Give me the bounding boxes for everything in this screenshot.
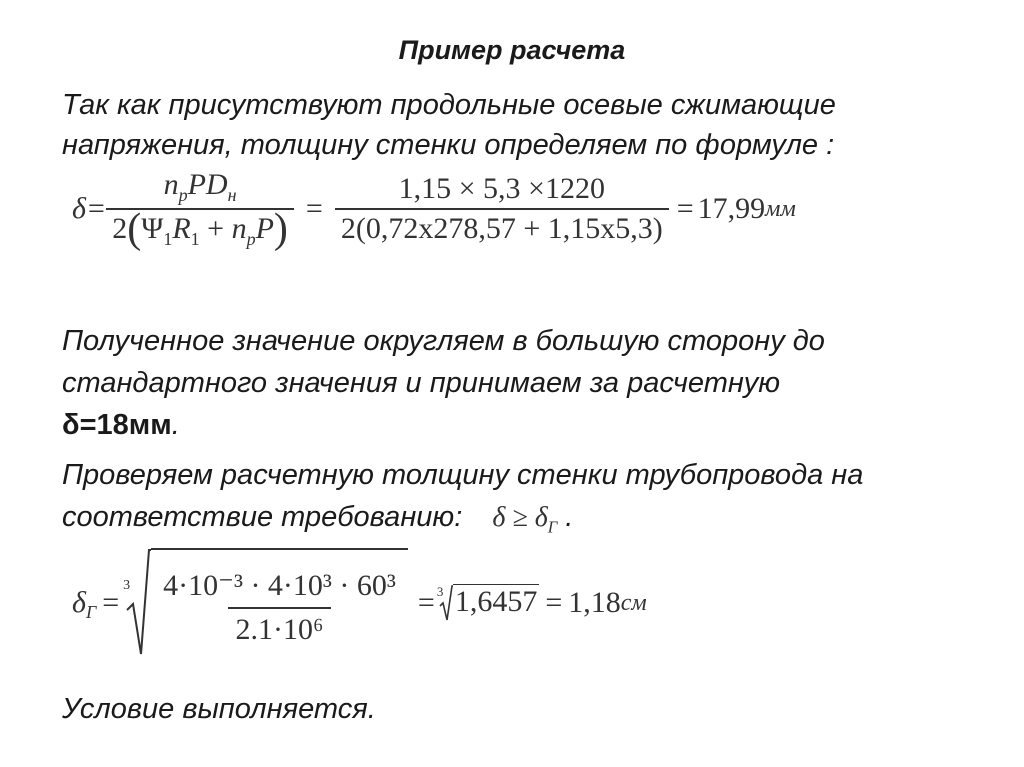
formula1-equals1: = [305, 192, 323, 225]
para2-line1: Полученное значение округляем в большую сторону до [62, 325, 825, 357]
para1-line2: напряжения, толщину стенки определяем по формуле : [62, 129, 835, 161]
formula1-lhs: δ= [72, 192, 107, 225]
formula1-fraction2-numerator: 1,15 × 5,3 ×1220 [398, 172, 605, 205]
formula1-fraction1-denominator: $2(\Psi_1R_1 + n_pP)$ [106, 208, 294, 250]
formula2-unit: см [620, 589, 647, 616]
para1-line1: Так как присутствуют продольные осевые сжимающие [62, 89, 836, 121]
formula1-fraction1 [106, 168, 294, 250]
para3-line2: соответствие требованию: $\delta \ge \delta_Г$ . [62, 501, 574, 537]
para2-line3: δ=18мм. [62, 409, 180, 441]
formula1-fraction2 [335, 172, 669, 246]
formula1-result: 17,99 [697, 192, 766, 225]
condition-formula: $\delta \ge \delta_Г$ [492, 502, 558, 537]
formula2-denominator: 2.1·10⁶ [228, 607, 332, 647]
conclusion: Условие выполняется. [62, 693, 376, 725]
formula1-fraction1-numerator: $n_pPD_н$ [163, 168, 237, 205]
formula1-fraction2-denominator: 2(0,72x278,57 + 1,15x5,3) [335, 208, 669, 246]
formula2-radicand: 1,6457 [453, 584, 540, 622]
para2-line2: стандартного значения и принимаем за расчетную [62, 367, 781, 399]
formula2-equals2: = [545, 586, 563, 619]
formula2-equals1: = [417, 586, 435, 619]
formula-wall-thickness [72, 168, 796, 250]
formula-required-thickness: δ $_Г$ = 3 $\frac{\text{4·10⁻³ · 4·10³ · 60³}}{\text{2.1·10⁶}}$ = 3 1,6457 = 1,18 см [72, 548, 647, 658]
formula2-result: 1,18 [568, 586, 621, 619]
formula1-unit: мм [765, 195, 796, 222]
formula2-fraction [155, 562, 404, 647]
radical-sign-icon [125, 548, 151, 658]
cube-root-1: 3 $\frac{\text{4·10⁻³ · 4·10³ · 60³}}{\text{2.1·10⁶}}$ [125, 548, 408, 658]
formula2-equals0: = [102, 586, 120, 619]
slide-title: Пример расчета [398, 35, 626, 65]
para3-line1: Проверяем расчетную толщину стенки трубопровода на [62, 459, 864, 491]
formula2-lhs: δ [72, 586, 86, 619]
rounded-value: δ=18мм [62, 409, 172, 441]
formula1-equals2: = [676, 192, 694, 225]
cube-root-2: 3 1,6457 [439, 584, 540, 622]
formula2-numerator: 4·10⁻³ · 4·10³ · 60³ [163, 568, 396, 602]
